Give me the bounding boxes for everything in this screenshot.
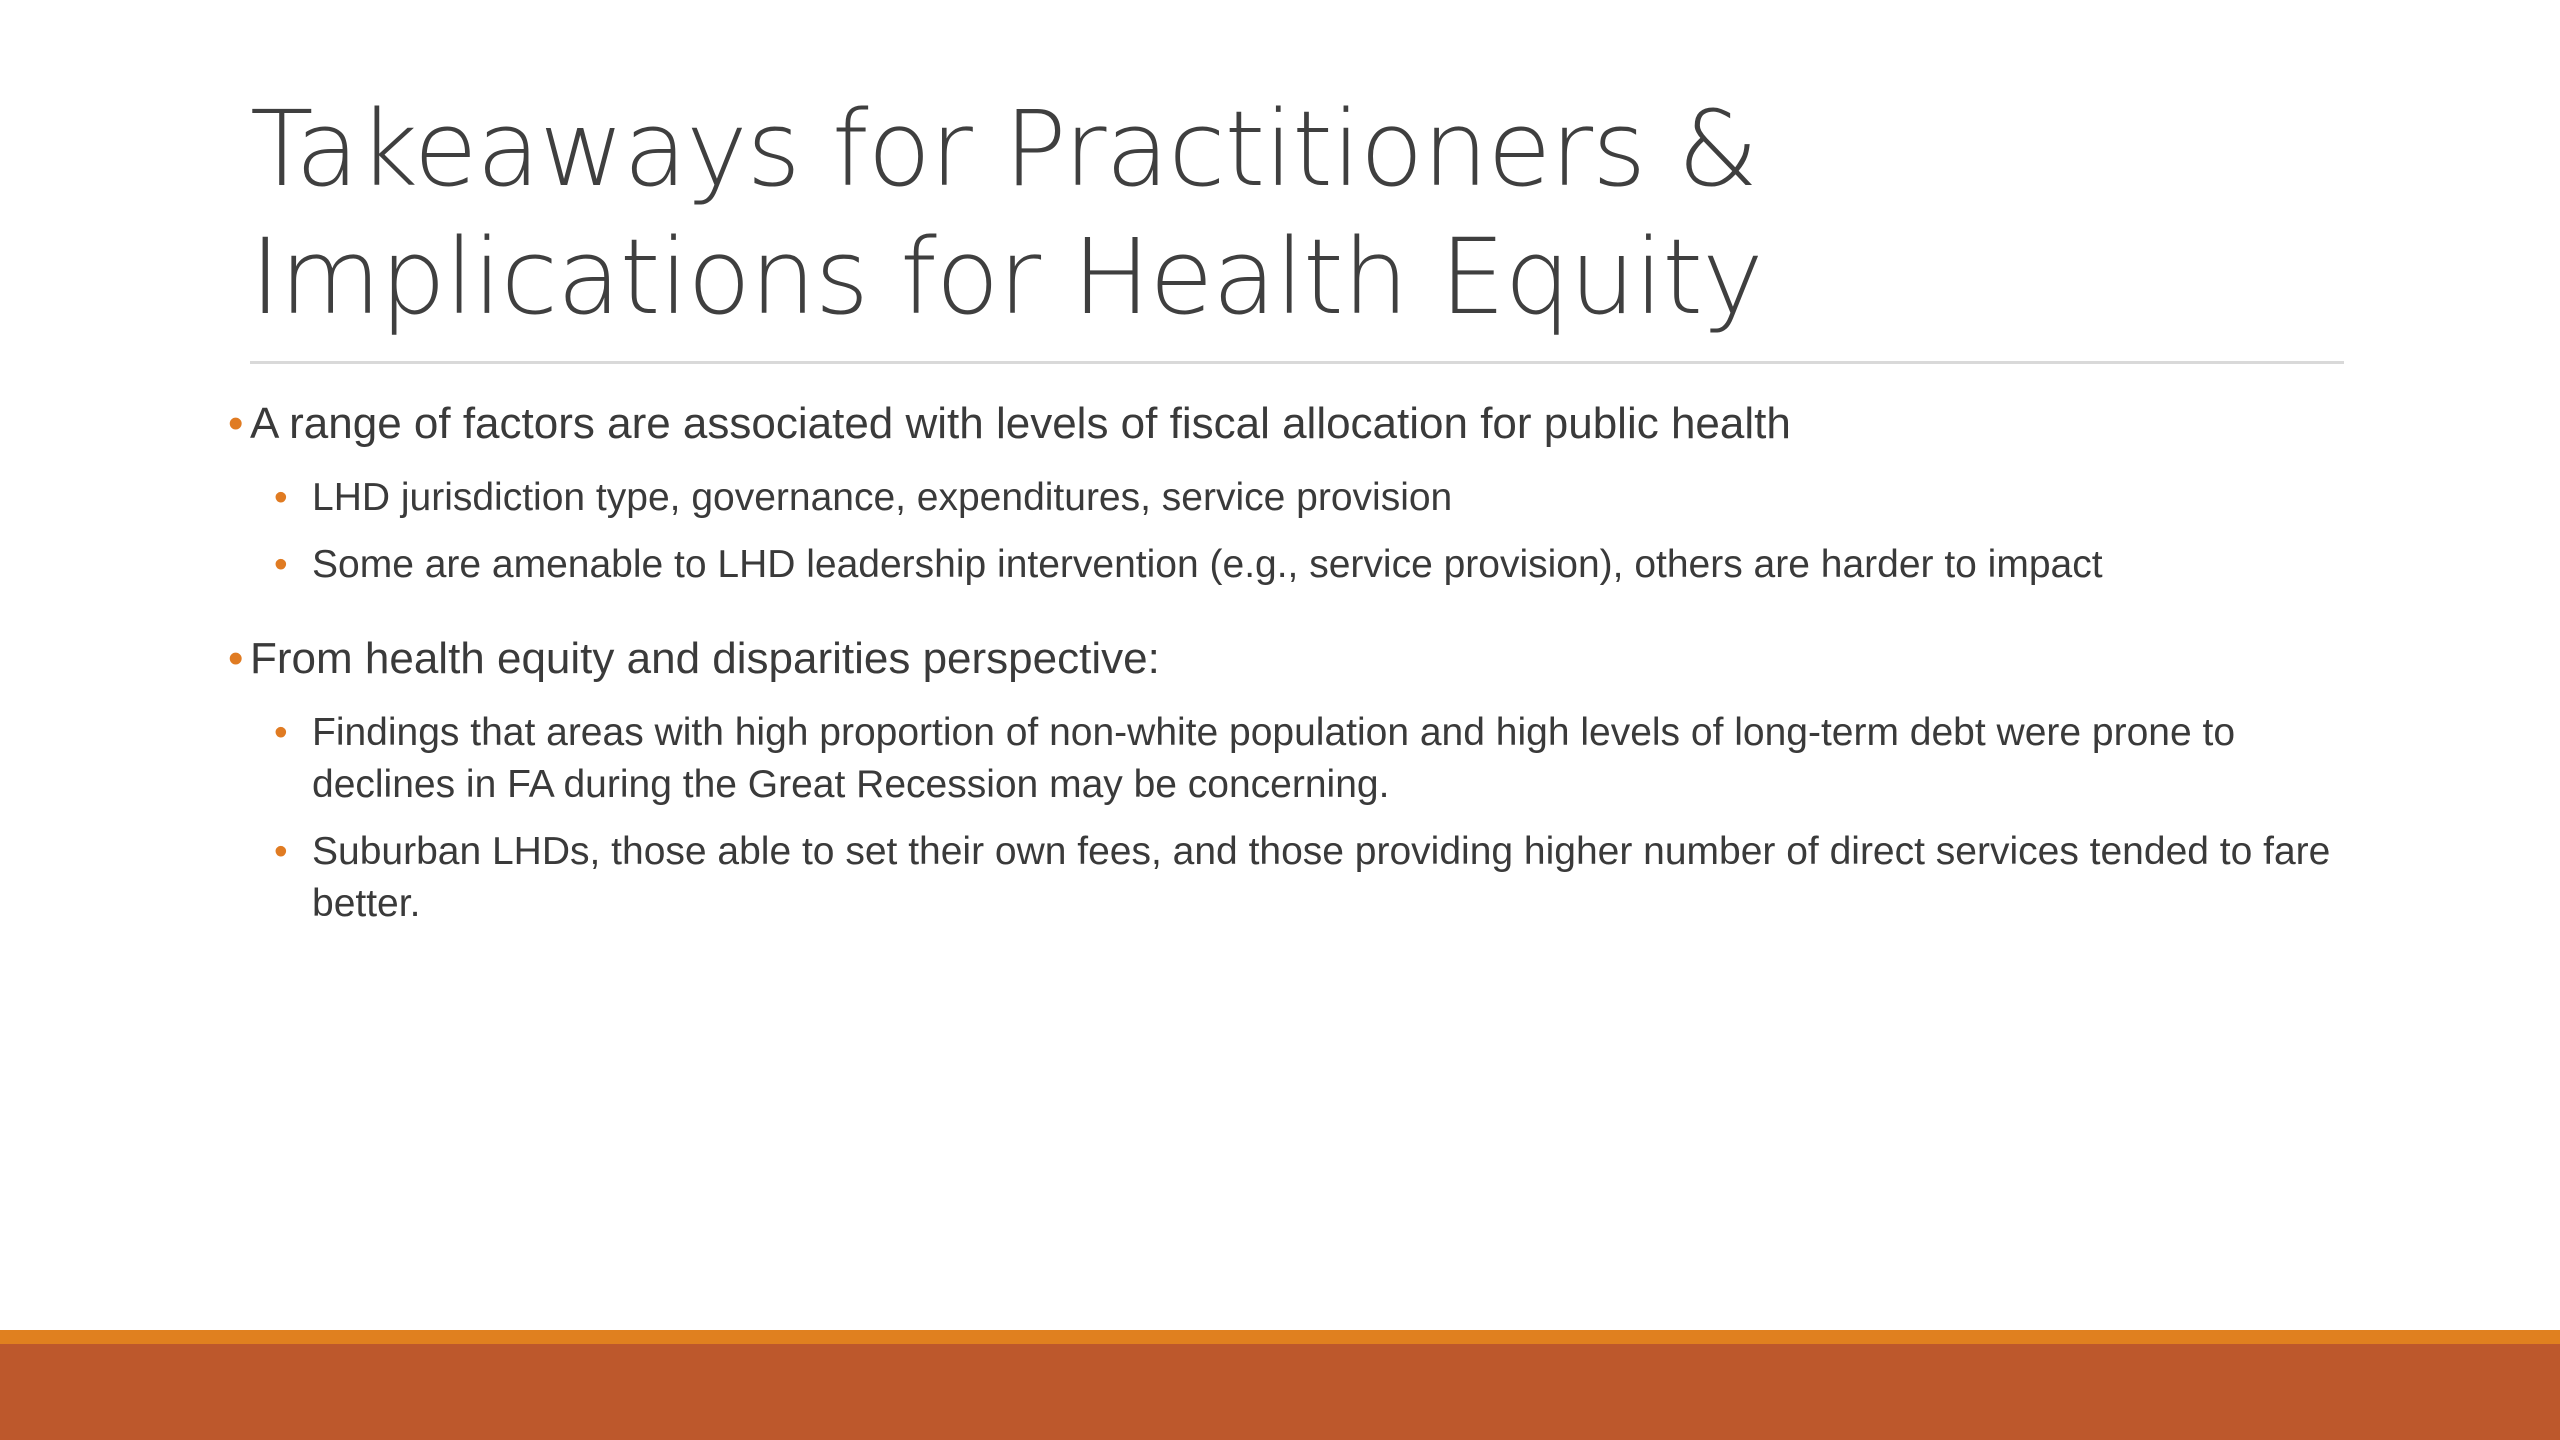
bullet-dot-icon: • xyxy=(274,543,288,586)
title-divider xyxy=(250,361,2344,364)
bullet-dot-icon: • xyxy=(274,711,288,754)
footer-bar xyxy=(0,1344,2560,1440)
bullet-dot-icon: • xyxy=(274,830,288,873)
slide-title-line-2: Implications for Health Equity xyxy=(250,216,1763,338)
bullet-item-1 xyxy=(228,392,2348,456)
footer-accent-bar xyxy=(0,1330,2560,1344)
bullet-dot-icon: • xyxy=(274,476,288,519)
sub-bullet-text: Suburban LHDs, those able to set their own fees, and those providing higher number of direct services tended to fare better. xyxy=(312,830,2331,925)
bullet-text: From health equity and disparities perspective: xyxy=(250,634,1160,683)
bullet-item-2 xyxy=(228,627,2348,691)
sub-bullet-item-1-2 xyxy=(274,539,2348,591)
sub-bullet-text: Findings that areas with high proportion of non-white population and high levels of long-term debt were prone to declines in FA during the Great Recession may be concerning. xyxy=(312,711,2236,806)
sub-bullet-text: LHD jurisdiction type, governance, expenditures, service provision xyxy=(312,476,1453,519)
bullet-dot-icon: • xyxy=(228,399,244,448)
sub-bullet-item-2-2 xyxy=(274,826,2348,930)
bullet-text: A range of factors are associated with levels of fiscal allocation for public health xyxy=(250,399,1791,448)
slide-body xyxy=(228,392,2348,930)
sub-bullet-item-2-1 xyxy=(274,707,2348,811)
sub-bullet-text: Some are amenable to LHD leadership intervention (e.g., service provision), others are harder to impact xyxy=(312,543,2103,586)
sub-bullet-item-1-1 xyxy=(274,472,2348,524)
bullet-dot-icon: • xyxy=(228,634,244,683)
slide-title xyxy=(250,85,2350,341)
slide-title-line-1: Takeaways for Practitioners & xyxy=(250,88,1758,210)
